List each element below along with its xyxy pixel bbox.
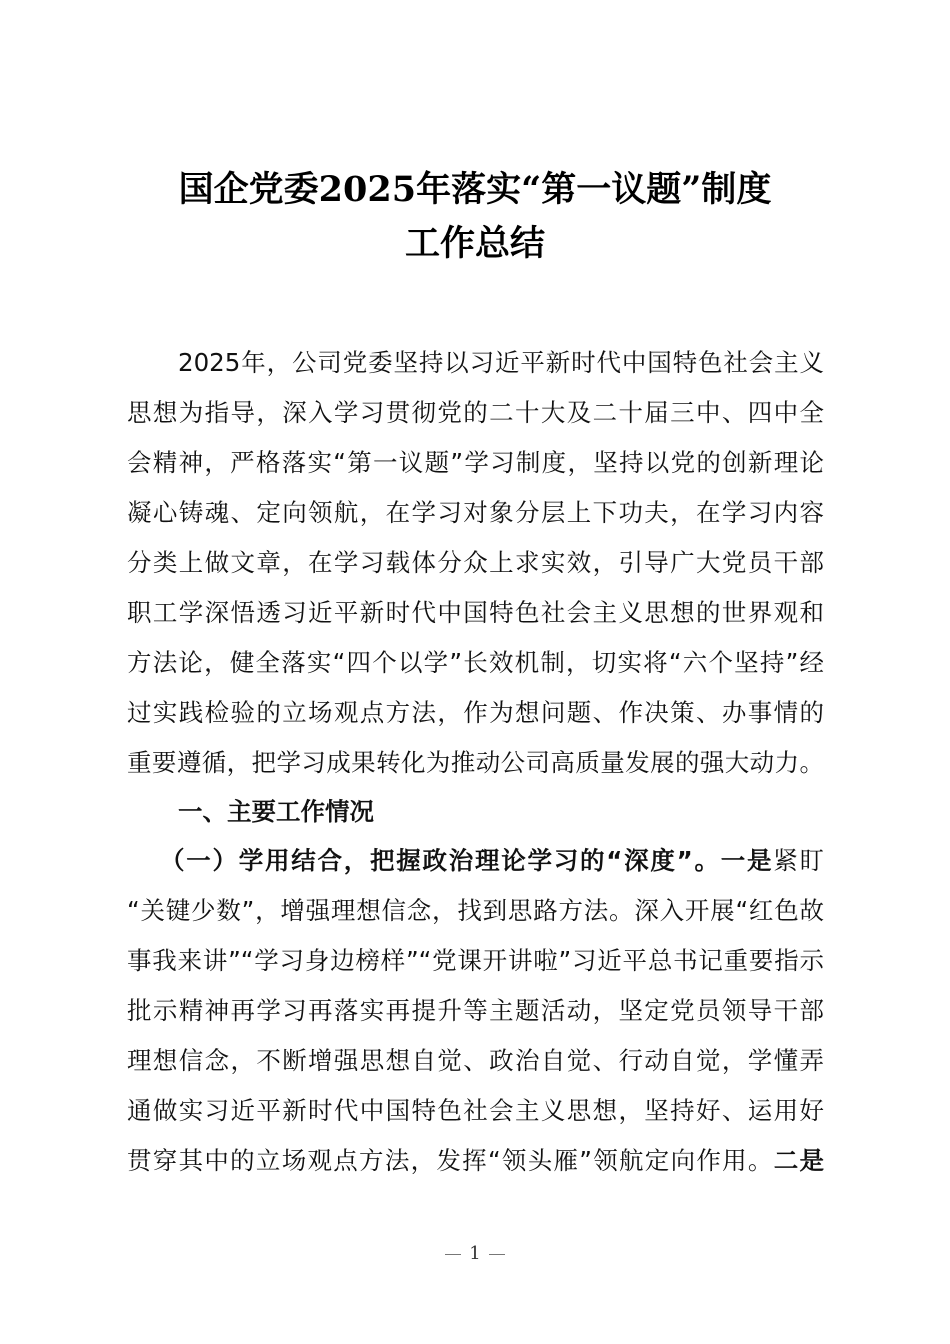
section-heading: 一、主要工作情况 [178,797,374,826]
intro-paragraph-line: 方法论，健全落实“四个以学”长效机制，切实将“六个坚持”经 [127,648,824,677]
page-footer [0,1243,950,1264]
subsection-heading: （一）学用结合，把握政治理论学习的“深度”。 [160,846,721,875]
enumeration-marker: 二是 [773,1146,825,1175]
intro-paragraph-line: 分类上做文章，在学习载体分众上求实效，引导广大党员干部 [127,548,824,577]
intro-paragraph-line: 会精神，严格落实“第一议题”学习制度，坚持以党的创新理论 [127,448,824,477]
footer-dash-right [489,1254,505,1255]
subsection-paragraph-line: 批示精神再学习再落实再提升等主题活动，坚定党员领导干部 [127,996,824,1025]
document-title-line-1: 国企党委2025年落实“第一议题”制度 [178,169,772,210]
intro-paragraph-line: 过实践检验的立场观点方法，作为想问题、作决策、办事情的 [127,698,824,727]
intro-paragraph-line: 凝心铸魂、定向领航，在学习对象分层上下功夫，在学习内容 [127,498,824,527]
enumeration-marker: 一是 [720,846,774,875]
paragraph-text: 贯穿其中的立场观点方法，发挥“领头雁”领航定向作用。 [127,1146,774,1175]
intro-paragraph-line: 2025年，公司党委坚持以习近平新时代中国特色社会主义 [178,348,824,377]
subsection-paragraph-line [127,1146,824,1176]
subsection-paragraph-line: 理想信念，不断增强思想自觉、政治自觉、行动自觉，学懂弄 [127,1046,824,1075]
intro-paragraph-line: 思想为指导，深入学习贯彻党的二十大及二十届三中、四中全 [127,398,824,427]
subsection-paragraph-line: 通做实习近平新时代中国特色社会主义思想，坚持好、运用好 [127,1096,824,1125]
document-title-line-2: 工作总结 [404,223,545,264]
subsection-paragraph-line: 事我来讲”“学习身边榜样”“党课开讲啦”习近平总书记重要指示 [127,946,824,975]
paragraph-text: 紧盯 [773,846,825,875]
intro-paragraph-line: 重要遵循，把学习成果转化为推动公司高质量发展的强大动力。 [127,748,824,777]
page-number: 1 [469,1243,481,1264]
intro-paragraph-line: 职工学深悟透习近平新时代中国特色社会主义思想的世界观和 [127,598,824,627]
subsection-paragraph-line: “关键少数”，增强理想信念，找到思路方法。深入开展“红色故 [127,896,824,925]
subsection-heading-line [160,846,824,876]
footer-dash-left [445,1254,461,1255]
